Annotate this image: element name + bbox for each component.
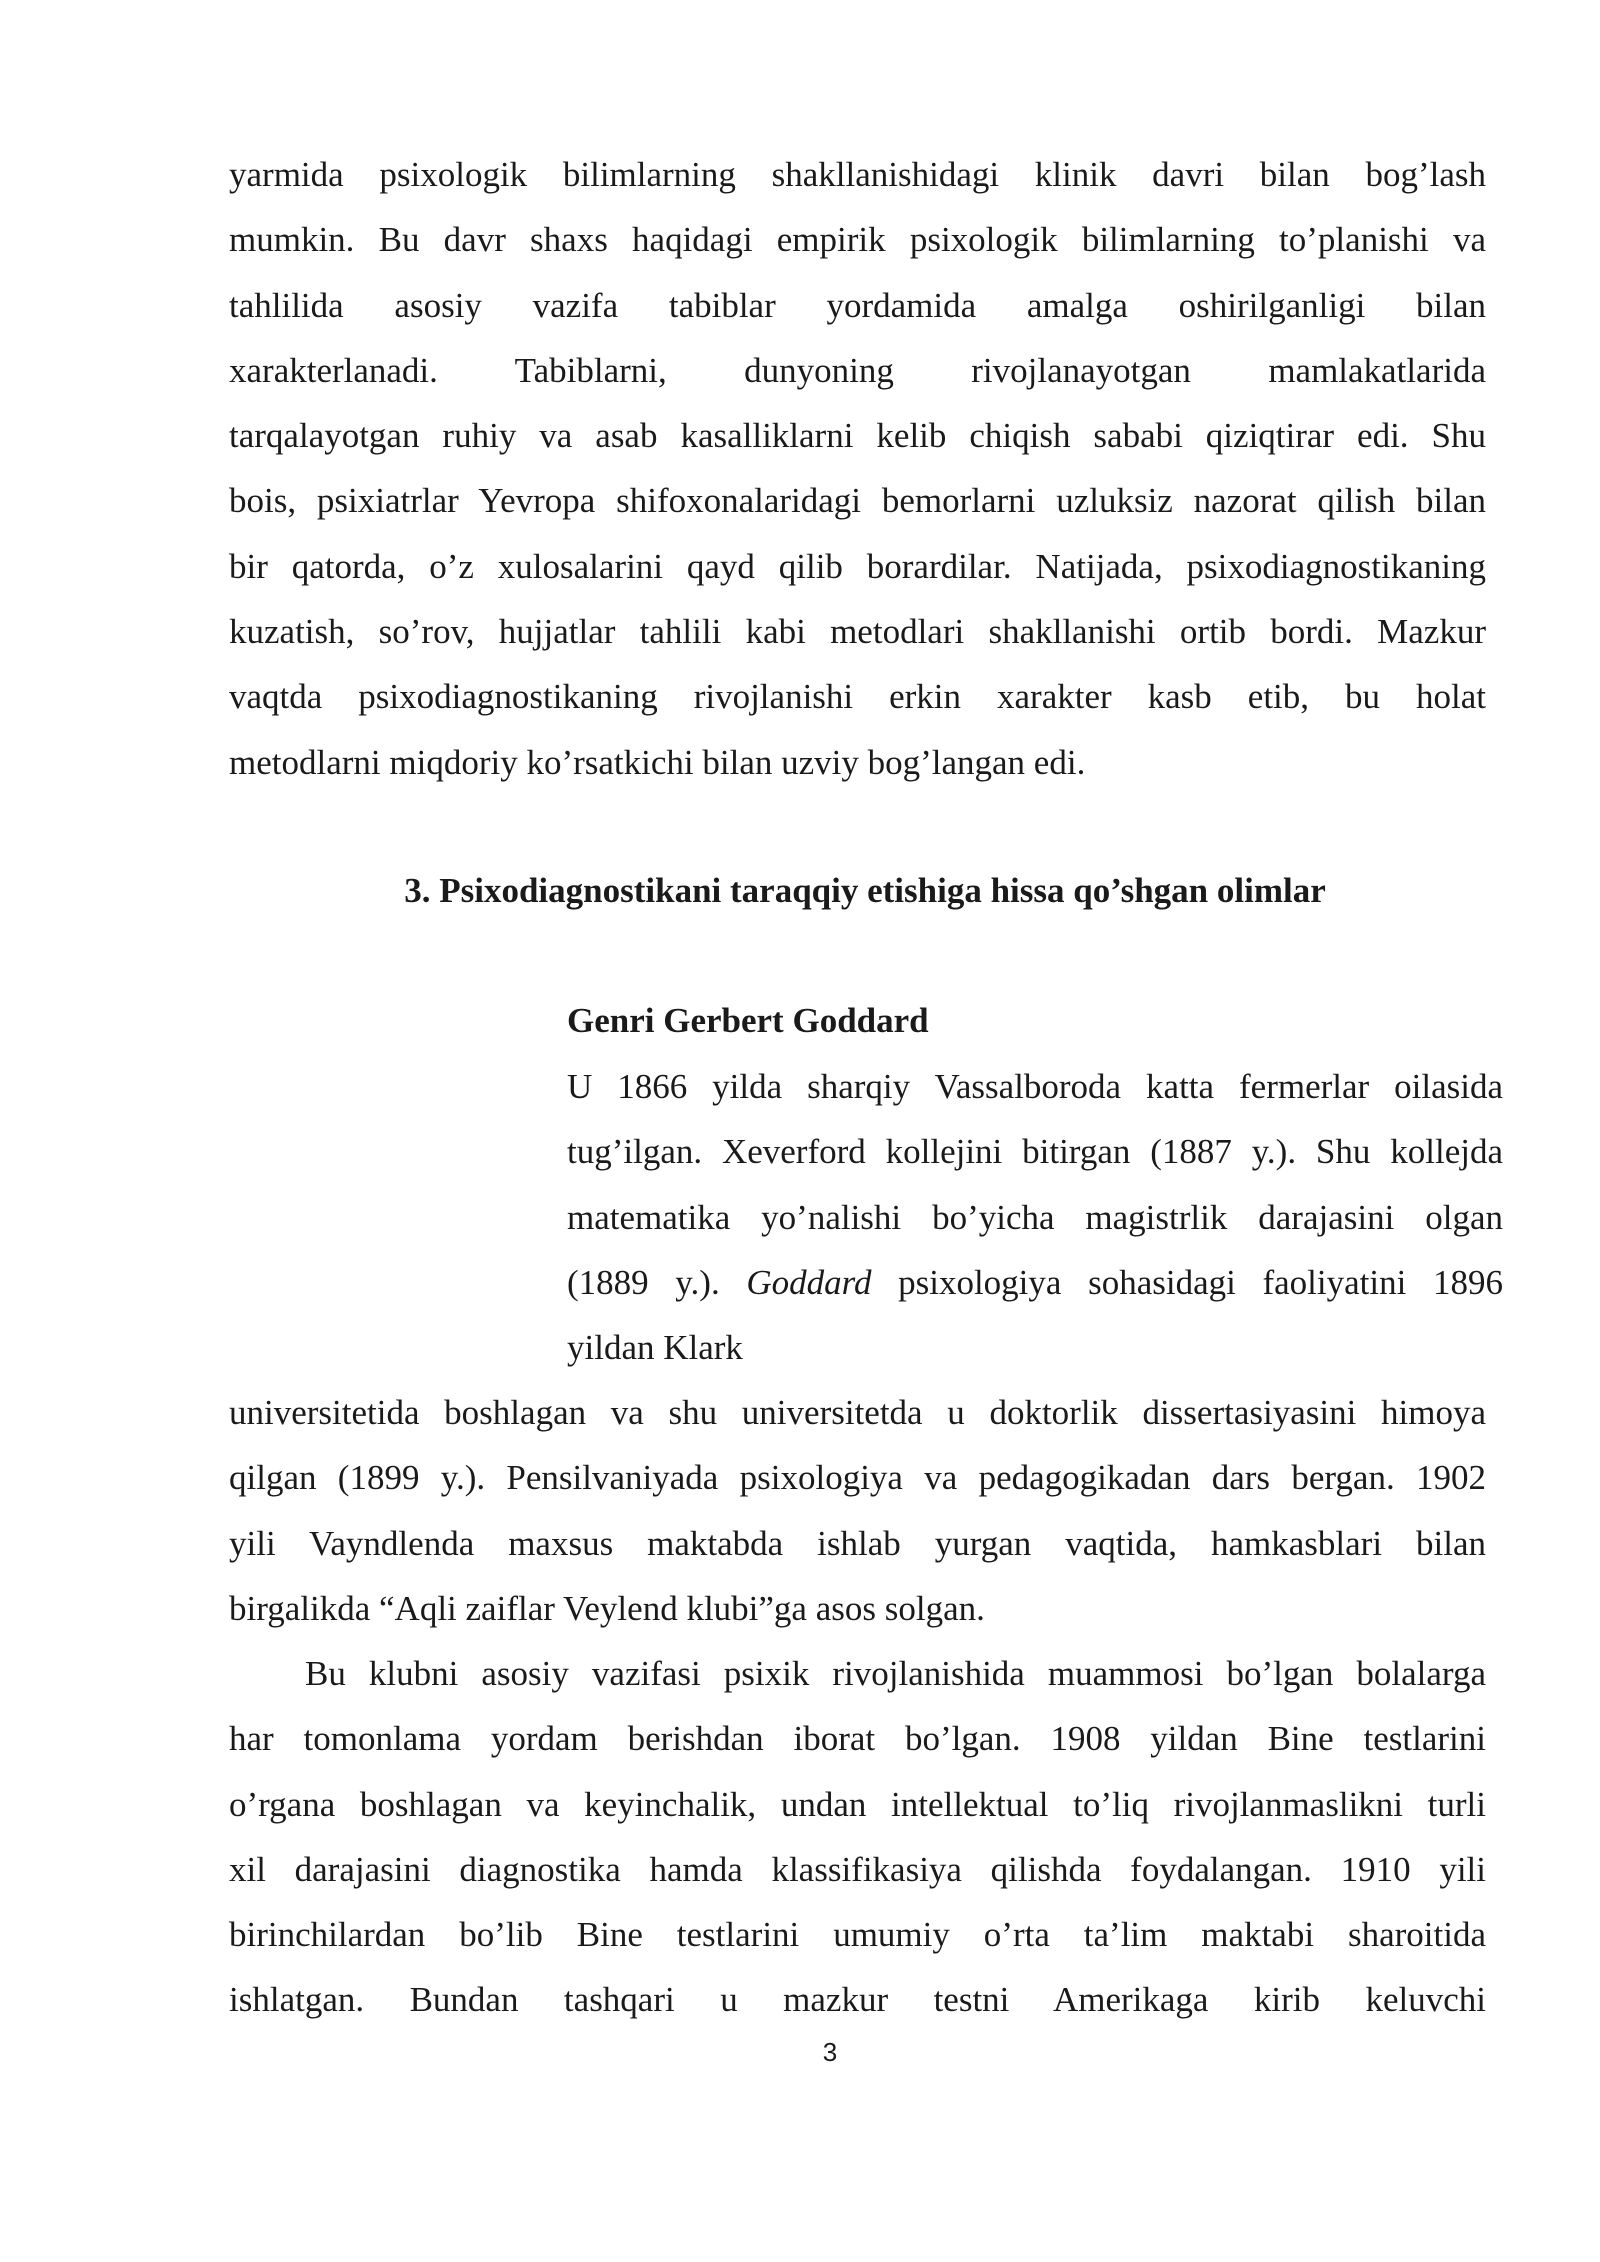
text-line: bir qatorda, o’z xulosalarini qayd qilib borardilar. Natijada, psixodiagnostikaning	[229, 546, 1486, 586]
text-line: xarakterlanadi. Tabiblarni, dunyoning rivojlanayotgan mamlakatlarida	[229, 350, 1486, 390]
text-fragment: (1889 y.).	[567, 1262, 747, 1302]
section-heading-text: 3. Psixodiagnostikani taraqqiy etishiga hissa qo’shgan olimlar	[404, 871, 1326, 910]
klub-paragraph	[229, 1641, 1486, 2033]
text-line: har tomonlama yordam berishdan iborat bo’lgan. 1908 yildan Bine testlarini	[229, 1719, 1486, 1759]
text-line: mumkin. Bu davr shaxs haqidagi empirik psixologik bilimlarning to’planishi va	[229, 220, 1486, 260]
intro-paragraph	[229, 142, 1486, 795]
text-line: yili Vayndlenda maxsus maktabda ishlab yurgan vaqtida, hamkasblari bilan	[229, 1523, 1486, 1563]
text-line: tarqalayotgan ruhiy va asab kasalliklarni kelib chiqish sababi qiziqtirar edi. Shu	[229, 416, 1486, 456]
scientist-bio	[567, 1054, 1503, 1380]
text-line: tug’ilgan. Xeverford kollejini bitirgan (1887 y.). Shu kollejda	[567, 1132, 1503, 1172]
text-line: kuzatish, so’rov, hujjatlar tahlili kabi metodlari shakllanishi ortib bordi. Mazkur	[229, 612, 1486, 652]
text-line: Bu klubni asosiy vazifasi psixik rivojlanishida muammosi bo’lgan bolalarga	[305, 1654, 1486, 1693]
scientist-name: Genri Gerbert Goddard	[567, 1001, 929, 1040]
text-line: yarmida psixologik bilimlarning shakllanishidagi klinik davri bilan bog’lash	[229, 155, 1486, 194]
text-line: universitetida boshlagan va shu universitetda u doktorlik dissertasiyasini himoya	[229, 1393, 1486, 1432]
text-line: birgalikda “Aqli zaiflar Veylend klubi”ga asos solgan.	[229, 1588, 985, 1628]
text-line: bois, psixiatrlar Yevropa shifoxonalaridagi bemorlarni uzluksiz nazorat qilish bilan	[229, 481, 1486, 521]
text-line: tahlilida asosiy vazifa tabiblar yordamida amalga oshirilganligi bilan	[229, 285, 1486, 325]
text-line: xil darajasini diagnostika hamda klassifikasiya qilishda foydalangan. 1910 yili	[229, 1849, 1486, 1889]
italic-name: Goddard	[746, 1262, 872, 1302]
text-line: yildan Klark	[567, 1328, 743, 1368]
text-line: vaqtda psixodiagnostikaning rivojlanishi erkin xarakter kasb etib, bu holat	[229, 677, 1486, 717]
text-line: metodlarni miqdoriy ko’rsatkichi bilan uzviy bog’langan edi.	[229, 742, 1086, 782]
text-line: U 1866 yilda sharqiy Vassalboroda katta fermerlar oilasida	[567, 1067, 1503, 1106]
text-line: birinchilardan bo’lib Bine testlarini umumiy o’rta ta’lim maktabi sharoitida	[229, 1915, 1486, 1955]
text-line: o’rgana boshlagan va keyinchalik, undan intellektual to’liq rivojlanmaslikni turli	[229, 1784, 1486, 1824]
page-number: 3	[822, 2037, 838, 2067]
section-heading	[0, 866, 1600, 916]
text-line: matematika yo’nalishi bo’yicha magistrlik darajasini olgan	[567, 1197, 1503, 1237]
text-line	[567, 1250, 1503, 1315]
text-line: ishlatgan. Bundan tashqari u mazkur testni Amerikaga kirib keluvchi	[229, 1980, 1486, 2020]
continuation-paragraph	[229, 1380, 1486, 1641]
text-fragment: psixologiya sohasidagi faoliyatini 1896	[871, 1262, 1503, 1302]
text-line: qilgan (1899 y.). Pensilvaniyada psixologiya va pedagogikadan dars bergan. 1902	[229, 1458, 1486, 1498]
